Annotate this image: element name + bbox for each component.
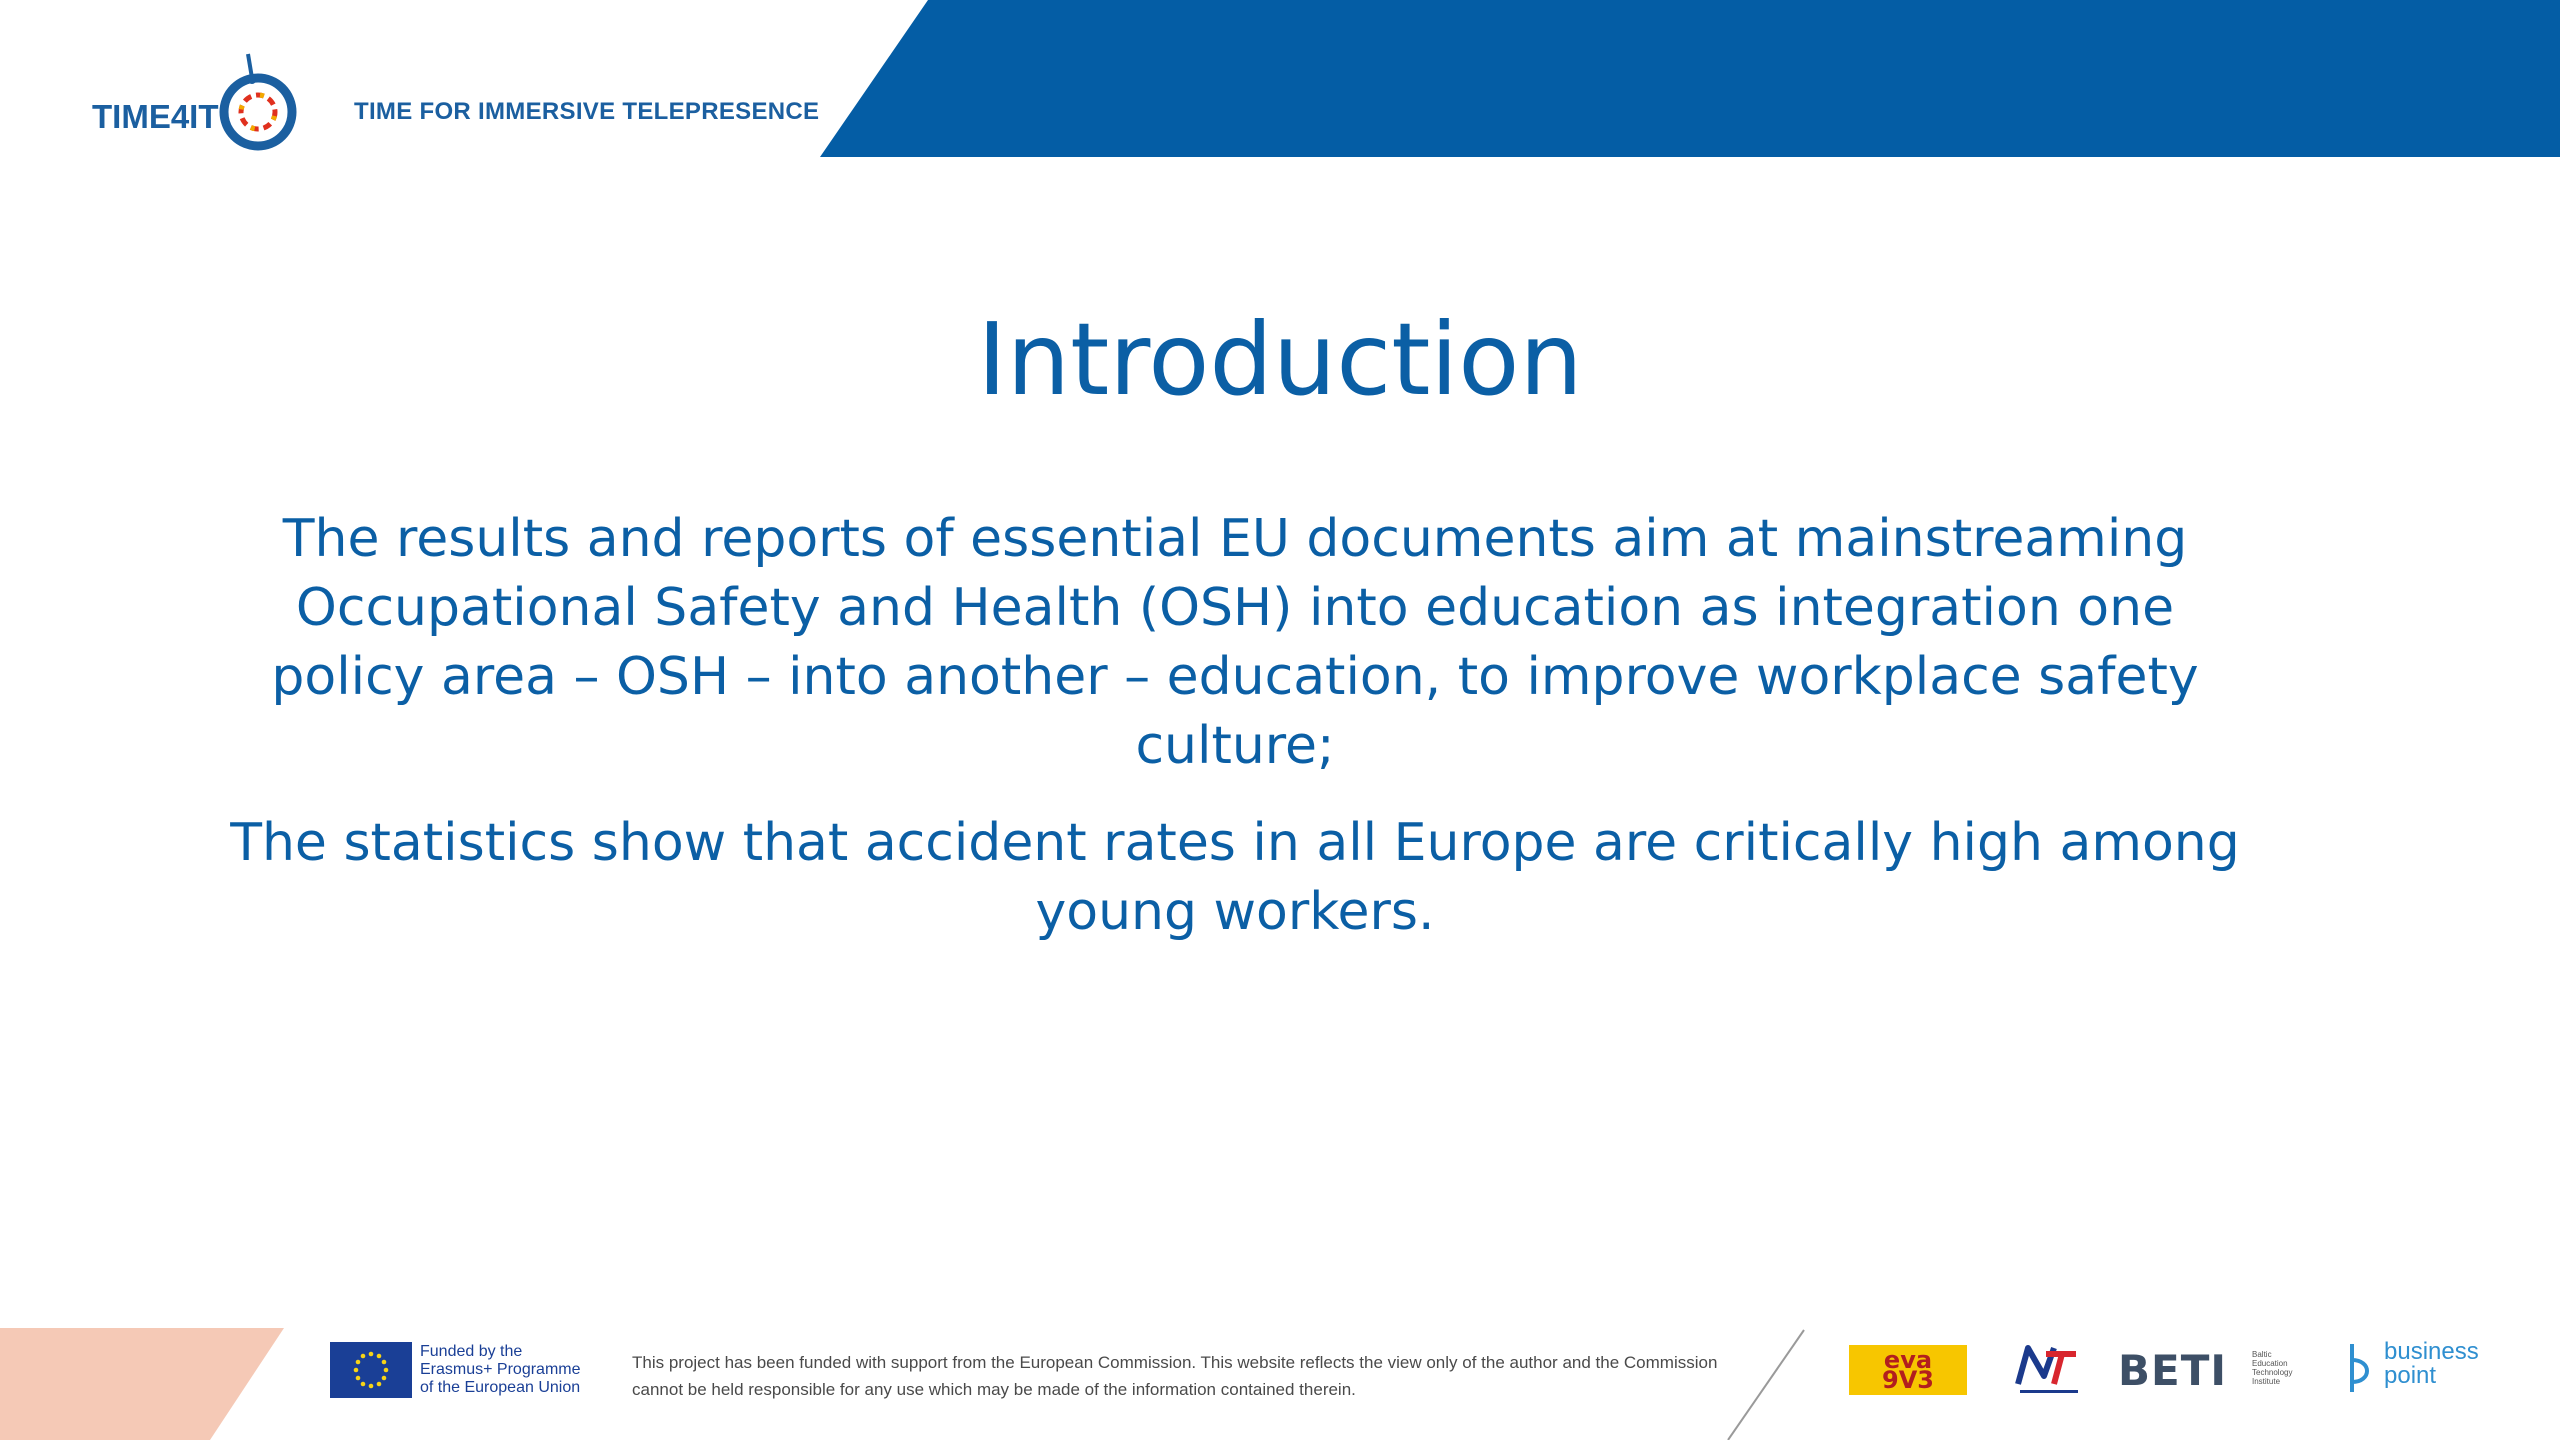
slide-title: Introduction (977, 301, 1583, 418)
erasmus-funding-text (420, 1343, 581, 1397)
beti-logo (2118, 1346, 2318, 1396)
footer-divider (1700, 1328, 1810, 1440)
eu-flag-icon (330, 1342, 412, 1398)
eva-logo (1849, 1345, 1967, 1395)
tagline: TIME FOR IMMERSIVE TELEPRESENCE (354, 98, 820, 125)
beti-logo-text: BETI (2118, 1346, 2227, 1395)
business-point-mark-icon (2344, 1338, 2380, 1398)
beti-logo-subtitle: Baltic Education Technology Institute (2252, 1350, 2293, 1386)
eu-line: Funded by the (420, 1343, 523, 1360)
time4it-logo (92, 14, 312, 164)
business-point-logo (2344, 1338, 2544, 1398)
logo-text: TIME4IT (92, 98, 219, 135)
footer-peach-shape (0, 1328, 284, 1440)
funding-disclaimer: This project has been funded with support from the European Commission. This website reflects the view only of the author and the Commission cannot be held responsible for any use which may be made of the information contained therein. (632, 1353, 1718, 1399)
paragraph-1: The results and reports of essential EU documents aim at mainstreaming Occupational Safety and Health (OSH) into education as integration one policy area – OSH – into another – education, to improve workplace safety culture; (271, 509, 2199, 776)
header-band (820, 0, 2560, 157)
logo-ring-icon (202, 52, 314, 164)
eu-line: Erasmus+ Programme (420, 1361, 581, 1378)
nt-logo (2014, 1340, 2084, 1398)
eva-logo-line: 9V3 (1882, 1366, 1934, 1394)
eva-logo-line: eva (1883, 1346, 1933, 1374)
business-point-text: business point (2384, 1338, 2479, 1389)
eu-line: of the European Union (420, 1379, 581, 1396)
paragraph-2: The statistics show that accident rates in all Europe are critically high among young workers. (230, 813, 2240, 942)
